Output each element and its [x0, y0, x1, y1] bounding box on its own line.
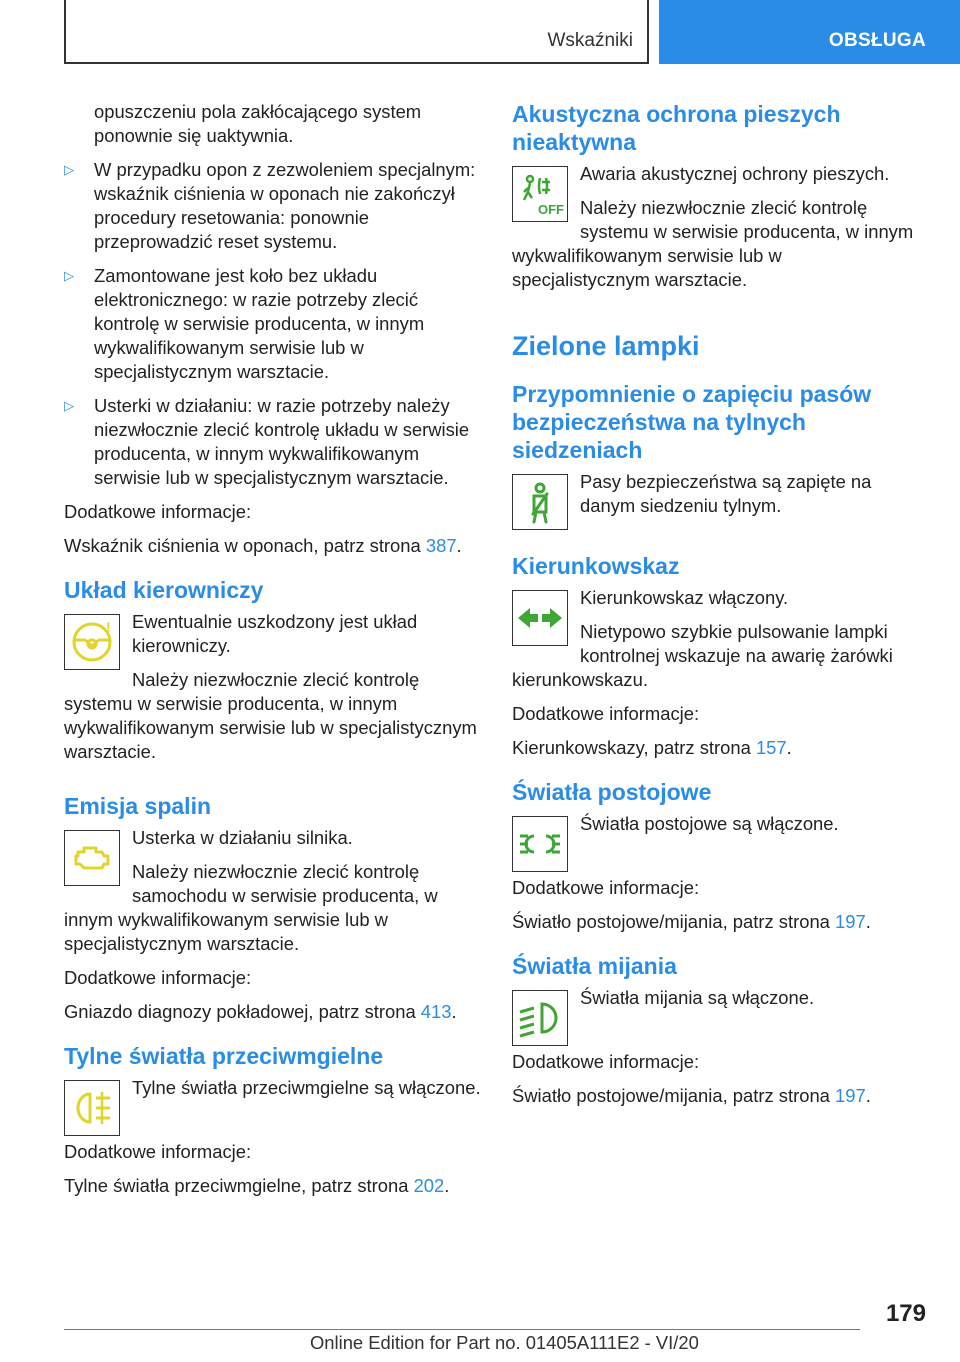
- more-info-label: Dodatkowe informacje:: [512, 877, 700, 898]
- low-beam-icon: [512, 990, 568, 1046]
- cross-reference: Wskaźnik ciśnienia w oponach, patrz strona 387.: [64, 535, 462, 556]
- more-info-label: Dodatkowe informacje:: [64, 1141, 252, 1162]
- pedestrian-protection-off-icon: [512, 166, 568, 222]
- turn-signal-arrows-icon: [512, 590, 568, 646]
- list-item: [64, 394, 482, 490]
- list-item-text: Usterki w działaniu: w razie potrzeby należy niezwłocznie zlecić kontrolę układu w serwisie producenta, w innym wykwalifikowanym serwisie lub w specjalistycznym warsztacie.: [94, 395, 470, 488]
- rear-fog-light-icon: [64, 1080, 120, 1136]
- parking-light-icon: [512, 816, 568, 872]
- section-heading-parking: Światła postojowe: [512, 779, 712, 805]
- page-link[interactable]: 197: [835, 911, 866, 932]
- list-item: [64, 264, 482, 384]
- section-heading-pedestrian: Akustyczna ochrona pieszych nieaktywna: [512, 101, 841, 155]
- page-link[interactable]: 197: [835, 1085, 866, 1106]
- triangle-bullet-icon: ▷: [64, 268, 74, 283]
- page-link[interactable]: 387: [425, 535, 457, 556]
- cross-reference-text: Światło postojowe/mijania, patrz strona: [512, 1085, 836, 1106]
- section-heading-lowbeam: Światła mijania: [512, 953, 677, 979]
- cross-reference-text: Światło postojowe/mijania, patrz strona: [512, 911, 836, 932]
- paragraph: Nietypowo szybkie pulsowanie lampki kontrolnej wskazuje na awarię żarówki kierunkowskazu.: [512, 621, 893, 690]
- list-item-text: W przypadku opon z zezwoleniem specjalnym: wskaźnik ciśnienia w oponach nie zakończył procedury resetowania: ponownie przeprowadzić reset systemu.: [94, 159, 476, 252]
- section-heading-rearfog: Tylne światła przeciwmgielne: [64, 1043, 384, 1069]
- paragraph: Należy niezwłocznie zlecić kontrolę systemu w serwisie producenta, w innym wykwalifikowanym serwisie lub w specjalistycznym warsztacie.: [512, 197, 914, 290]
- triangle-bullet-icon: ▷: [64, 398, 74, 413]
- cross-reference: Światło postojowe/mijania, patrz strona 197.: [512, 911, 871, 932]
- seatbelt-icon: [512, 474, 568, 530]
- header-chapter-tab: [659, 0, 960, 64]
- bullet-continuation: opuszczeniu pola zakłócającego system ponownie się uaktywnia.: [94, 101, 422, 146]
- paragraph: Awaria akustycznej ochrony pieszych.: [580, 163, 890, 184]
- footer-edition: Online Edition for Part no. 01405A111E2 - VI/20: [310, 1332, 699, 1353]
- paragraph: Należy niezwłocznie zlecić kontrolę systemu w serwisie producenta, w innym wykwalifikowanym serwisie lub w specjalistycznym warsztacie.: [64, 669, 477, 762]
- list-item: [64, 158, 482, 254]
- cross-reference: Kierunkowskazy, patrz strona 157.: [512, 737, 792, 758]
- cross-reference: Tylne światła przeciwmgielne, patrz strona 202.: [64, 1175, 450, 1196]
- section-heading-emission: Emisja spalin: [64, 793, 212, 819]
- header-section-tab: [64, 0, 649, 64]
- paragraph: Należy niezwłocznie zlecić kontrolę samochodu w serwisie producenta, w innym wykwalifikowanym serwisie lub w specjalistycznym warsztacie.: [64, 861, 438, 954]
- steering-warning-icon: [64, 614, 120, 670]
- svg-text:!: !: [106, 619, 111, 635]
- more-info-label: Dodatkowe informacje:: [512, 703, 700, 724]
- page-number: 179: [885, 1300, 926, 1327]
- page-link[interactable]: 413: [420, 1001, 452, 1022]
- header-chapter-label: OBSŁUGA: [828, 30, 926, 51]
- list-item-text: Zamontowane jest koło bez układu elektronicznego: w razie potrzeby zlecić kontrolę w serwisie producenta, w innym wykwalifikowanym serwisie lub w specjalistycznym warsztacie.: [94, 265, 425, 382]
- cross-reference-text: Wskaźnik ciśnienia w oponach, patrz strona: [64, 535, 426, 556]
- paragraph: Światła postojowe są włączone.: [580, 813, 839, 834]
- cross-reference-text: Kierunkowskazy, patrz strona: [512, 737, 756, 758]
- cross-reference-text: Gniazdo diagnozy pokładowej, patrz strona: [64, 1001, 421, 1022]
- page-link[interactable]: 157: [755, 737, 787, 758]
- right-column: [512, 100, 914, 1118]
- cross-reference: Światło postojowe/mijania, patrz strona 197.: [512, 1085, 871, 1106]
- paragraph: Kierunkowskaz włączony.: [580, 587, 789, 608]
- engine-warning-icon: [64, 830, 120, 886]
- left-column: [64, 100, 482, 1208]
- paragraph: Usterka w działaniu silnika.: [132, 827, 353, 848]
- paragraph: Światła mijania są włączone.: [580, 987, 815, 1008]
- cross-reference: Gniazdo diagnozy pokładowej, patrz strona 413.: [64, 1001, 457, 1022]
- more-info-label: Dodatkowe informacje:: [512, 1051, 700, 1072]
- footer-divider: [64, 1329, 860, 1330]
- section-heading-seatbelt: Przypomnienie o zapięciu pasów bezpieczeństwa na tylnych siedzeniach: [512, 381, 872, 463]
- more-info-label: Dodatkowe informacje:: [64, 501, 252, 522]
- svg-text:OFF: OFF: [538, 202, 564, 217]
- section-heading-turn: Kierunkowskaz: [512, 553, 680, 579]
- more-info-label: Dodatkowe informacje:: [64, 967, 252, 988]
- section-heading-steering: Układ kierowniczy: [64, 577, 264, 603]
- chapter-heading-green: Zielone lampki: [512, 331, 700, 361]
- page-link[interactable]: 202: [413, 1175, 445, 1196]
- paragraph: Pasy bezpieczeństwa są zapięte na danym siedzeniu tylnym.: [580, 471, 872, 516]
- paragraph: Tylne światła przeciwmgielne są włączone.: [132, 1077, 481, 1098]
- cross-reference-text: Tylne światła przeciwmgielne, patrz strona: [64, 1175, 414, 1196]
- triangle-bullet-icon: ▷: [64, 162, 74, 177]
- paragraph: Ewentualnie uszkodzony jest układ kierowniczy.: [132, 611, 418, 656]
- header-section-label: Wskaźniki: [547, 30, 633, 51]
